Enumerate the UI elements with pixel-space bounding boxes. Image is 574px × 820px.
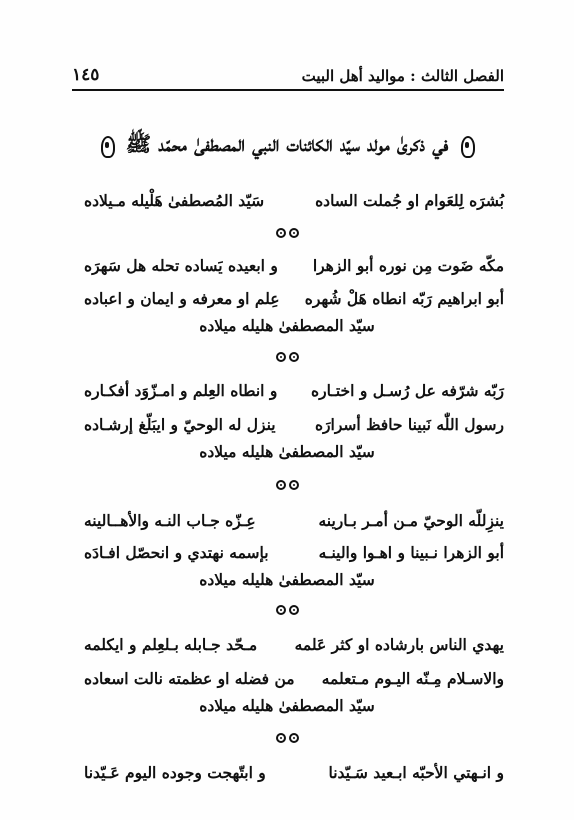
page-number: ١٤٥: [72, 65, 100, 85]
verse-line: [84, 284, 504, 312]
flower-ornament-icon: [289, 352, 299, 362]
verse-line: [84, 186, 504, 214]
verse-hemistich-first: والاسـلام مِـنّه اليـوم مـتعلمه: [321, 668, 504, 688]
verse-hemistich-second: و ابتّهجت وجوده اليوم عَـيّدنا: [84, 762, 266, 782]
stanza-divider: [0, 228, 574, 242]
stanza-divider: [0, 480, 574, 494]
verse-line: [84, 376, 504, 404]
verse-hemistich-second: من فضله او عظمته نالت اسعاده: [84, 668, 295, 688]
verse-hemistich-second: و انطاه العِلم و امـزّوَد أفكـاره: [84, 380, 278, 400]
flower-ornament-icon: [276, 228, 286, 238]
bracket-ornament-icon: [458, 134, 476, 158]
page-header: [72, 63, 504, 91]
verse-line: [84, 758, 504, 786]
stanza-divider: [0, 605, 574, 619]
flower-ornament-icon: [276, 480, 286, 490]
verse-hemistich-first: ينزِللّه الوحيّ مـن أمـر بـارينه: [318, 510, 504, 530]
verse-hemistich-first: و انـهتي الأحبّه ابـعيد سَـيّدنا: [328, 762, 504, 782]
running-title: الفصل الثالث : مواليد أهل البيت: [301, 67, 504, 85]
stanza-divider: [0, 352, 574, 366]
bracket-ornament-icon: [98, 134, 116, 158]
verse-line: [84, 410, 504, 438]
verse-hemistich-second: عِلم او معرفه و ايمان و اعباده: [84, 288, 280, 308]
poem-title-block: [60, 126, 514, 166]
verse-hemistich-second: و ابعيده يَساده تحله هل سَهرَه: [84, 255, 278, 275]
verse-hemistich-first: أبو الزهرا نـبينا و اهـوا والينـه: [318, 542, 504, 562]
flower-ornament-icon: [276, 352, 286, 362]
flower-ornament-icon: [276, 733, 286, 743]
refrain-line: سيّد المصطفىٰ هليله ميلاده: [199, 570, 375, 589]
verse-hemistich-first: بُشرَه لِلعَوام او جُملت الساده: [315, 190, 504, 210]
verse-line: [84, 538, 504, 566]
flower-ornament-icon: [289, 605, 299, 615]
verse-line: [84, 664, 504, 692]
flower-ornament-icon: [276, 605, 286, 615]
verse-line: [84, 630, 504, 658]
verse-hemistich-second: مـحّد جـابله بـلعِلم و ايكلمه: [84, 634, 258, 654]
verse-hemistich-first: رسول اللّٰه نَبينا حافظ أسرارَه: [314, 414, 504, 434]
verse-hemistich-second: عِـزّه جـاب النـه والأهــالينه: [84, 510, 256, 530]
verse-hemistich-first: مكّه ضَوت مِن نوره أبو الزهرا: [312, 255, 504, 275]
verse-hemistich-second: ينزل له الوحيّ و ايبَلّغ إرشـاده: [84, 414, 276, 434]
refrain-line: سيّد المصطفىٰ هليله ميلاده: [199, 696, 375, 715]
verse-hemistich-first: يهدي الناس بارشاده او كثر عَلمه: [294, 634, 504, 654]
refrain-line: سيّد المصطفىٰ هليله ميلاده: [199, 316, 375, 335]
flower-ornament-icon: [289, 228, 299, 238]
verse-hemistich-first: رَبّه شرّفه عل رُسـل و اختـاره: [310, 380, 504, 400]
refrain-line: سيّد المصطفىٰ هليله ميلاده: [199, 442, 375, 461]
poem-title: في ذكرىٰ مولد سيّد الكائنات النبي المصطفىٰ محمّد ﷺ: [125, 130, 449, 156]
stanza-divider: [0, 733, 574, 747]
verse-line: [84, 506, 504, 534]
verse-hemistich-first: أبو ابراهيم رَبّه انطاه هَلْ شُهره: [304, 288, 504, 308]
verse-hemistich-second: سَيّد المُصطفىٰ هَلْيله مـيلاده: [84, 190, 265, 210]
verse-hemistich-second: بإسمه نهتدي و انحصّل افـادَه: [84, 542, 269, 562]
flower-ornament-icon: [289, 733, 299, 743]
verse-line: [84, 251, 504, 279]
flower-ornament-icon: [289, 480, 299, 490]
